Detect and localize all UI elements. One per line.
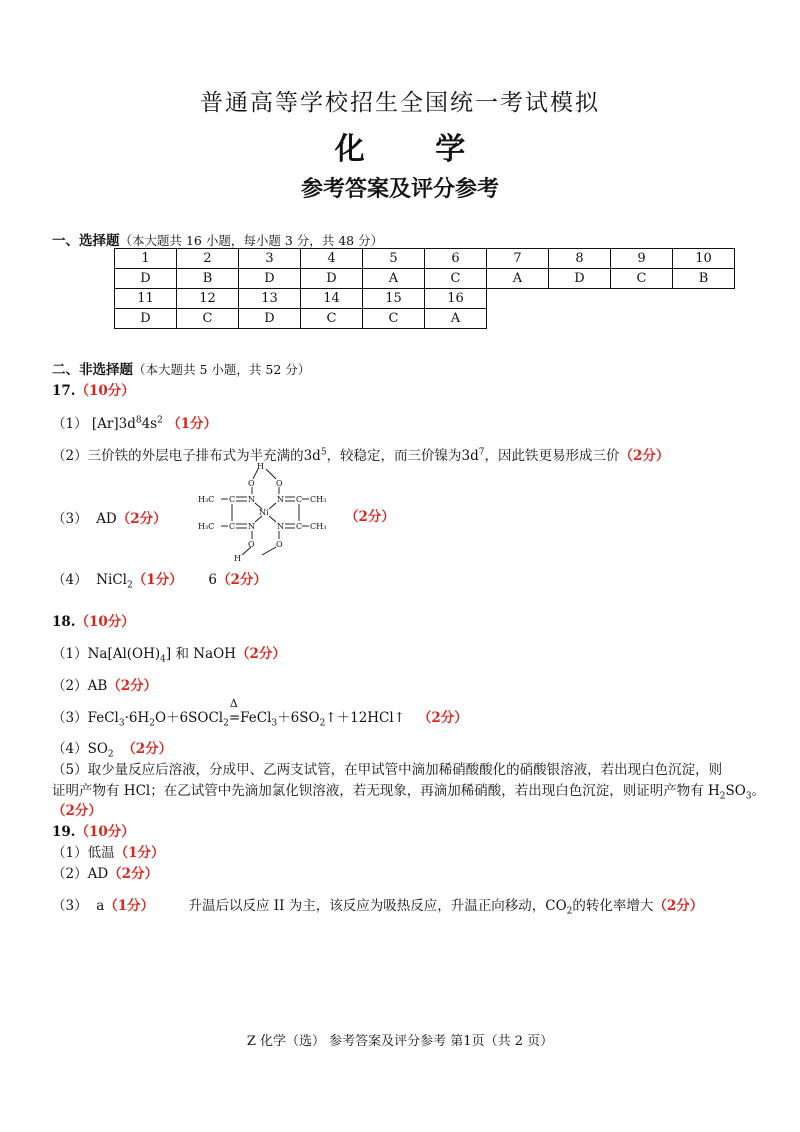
section1-heading: 一、选择题 [52, 233, 120, 249]
superscript: 7 [478, 447, 485, 458]
empty-cell [673, 309, 735, 329]
nitrogen-atom: N [248, 522, 255, 531]
question-number-cell: 11 [115, 289, 177, 309]
score: （2分） [417, 710, 468, 726]
methyl-group: CH₃ [310, 522, 327, 531]
section2-note: （本大题共 5 小题，共 52 分） [133, 362, 311, 377]
question-number-cell: 12 [177, 289, 239, 309]
q18-part3-equation [52, 697, 468, 729]
methyl-group: H₃C [198, 522, 215, 531]
score: （1分） [167, 416, 218, 432]
answer-cell: D [549, 269, 611, 289]
q19-points: （10分） [75, 824, 135, 840]
q17-points: （10分） [75, 383, 135, 399]
answer-text: SO [87, 741, 108, 757]
carbon-atom: C [296, 522, 303, 531]
q17-part3 [52, 507, 167, 527]
answer-cell: C [425, 269, 487, 289]
answer-cell: D [115, 269, 177, 289]
equation-text: ·6H [124, 710, 150, 726]
document-title: 普通高等学校招生全国统一考试模拟 [200, 90, 600, 116]
answer-text: a [96, 898, 105, 914]
part-number: （4） [52, 741, 88, 757]
hydrogen-atom: H [257, 463, 264, 471]
answer-cell: A [487, 269, 549, 289]
section1-heading-line [52, 229, 383, 249]
nickel-complex-structure [196, 463, 346, 563]
answer-text: AD [96, 511, 117, 527]
question-number-cell: 3 [239, 249, 301, 269]
question-number-cell: 1 [115, 249, 177, 269]
empty-cell [487, 309, 549, 329]
subscript: 2 [107, 749, 114, 760]
answer-text: AB [87, 678, 108, 694]
answer-cell: B [177, 269, 239, 289]
empty-cell [487, 289, 549, 309]
q18-part5-score: （2分） [52, 803, 102, 819]
answer-text: NiCl [96, 572, 127, 588]
answer-cell: A [425, 309, 487, 329]
hydrogen-atom: H [234, 554, 241, 563]
subscript: 2 [319, 718, 326, 729]
oxygen-atom: O [276, 540, 283, 549]
answer-cell: C [363, 309, 425, 329]
config-text: [Ar]3d [91, 416, 136, 432]
q19-part2 [52, 862, 158, 882]
score: （2分） [107, 678, 158, 694]
nitrogen-atom: N [277, 522, 284, 531]
subscript: 4 [160, 654, 166, 665]
answer-text: 三价铁的外层电子排布式为半充满的3d [87, 448, 321, 464]
question-number-cell: 6 [425, 249, 487, 269]
answer-row-numbers-2 [115, 289, 735, 309]
score: （2分） [653, 898, 704, 914]
question-number-cell: 14 [301, 289, 363, 309]
score: （2分） [235, 646, 286, 662]
q18-label: 18. [52, 614, 76, 630]
answer-cell: A [363, 269, 425, 289]
oxygen-atom: O [248, 479, 255, 488]
subscript: 2 [223, 718, 229, 729]
q18-heading [52, 610, 135, 630]
q18-points: （10分） [75, 614, 135, 630]
score: （1分） [132, 572, 183, 588]
methyl-group: H₃C [198, 495, 215, 504]
nitrogen-atom: N [248, 495, 255, 504]
answer-text: 证明产物有 HCl；在乙试管中先滴加氯化钡溶液，若无现象，再滴加稀硝酸，若出现白色沉淀，则证明产物有 H [52, 783, 720, 799]
structure-score: （2分） [345, 509, 395, 525]
section2-heading-line [52, 358, 310, 378]
empty-cell [673, 289, 735, 309]
empty-cell [549, 289, 611, 309]
answer-cell: C [177, 309, 239, 329]
question-number-cell: 2 [177, 249, 239, 269]
equation-text: O＋6SOCl [154, 710, 224, 726]
empty-cell [611, 289, 673, 309]
subscript: 2 [149, 718, 155, 729]
config-sup: 8 [135, 415, 142, 426]
q18-part2 [52, 674, 157, 694]
subscript: 3 [271, 718, 278, 729]
q18-part5-line2 [52, 779, 765, 802]
answer-cell: B [673, 269, 735, 289]
answer-text: Na[Al(OH) [87, 646, 161, 662]
score: （2分） [216, 572, 267, 588]
electron-config [92, 416, 163, 432]
equation-text: ＋6SO [277, 710, 320, 726]
score: （2分） [116, 511, 167, 527]
q17-label: 17. [52, 383, 76, 399]
empty-cell [549, 309, 611, 329]
equation-text: FeCl [87, 710, 119, 726]
score: （2分） [108, 866, 159, 882]
part-number: （4） [52, 572, 88, 588]
part-number: （3） [52, 898, 88, 914]
answer-text: 升温后以反应 II 为主，该反应为吸热反应，升温正向移动，CO [188, 898, 567, 914]
answer-text: 。 [751, 783, 766, 799]
question-number-cell: 7 [487, 249, 549, 269]
section1-note: （本大题共 16 小题，每小题 3 分，共 48 分） [119, 233, 384, 248]
answer-text: （1）低温 [52, 845, 115, 861]
config-text: 4s [141, 416, 158, 432]
carbon-atom: C [229, 495, 236, 504]
empty-cell [611, 309, 673, 329]
q17-heading [52, 379, 135, 399]
q18-part4 [52, 737, 172, 760]
answer-text: SO [725, 783, 746, 799]
q19-part1 [52, 841, 165, 861]
answer-cell: D [301, 269, 363, 289]
score: （1分） [114, 845, 165, 861]
q19-heading [52, 820, 135, 840]
delta-symbol: Δ [229, 697, 238, 710]
score: （1分） [104, 898, 155, 914]
subscript: 2 [566, 906, 573, 917]
subscript: 3 [118, 718, 125, 729]
answer-row-answers-1 [115, 269, 735, 289]
q17-part1 [52, 412, 217, 432]
q18-part1 [52, 642, 286, 665]
answer-text: ，因此铁更易形成三价 [484, 448, 620, 464]
score: （2分） [619, 448, 670, 464]
question-number-cell: 5 [363, 249, 425, 269]
question-number-cell: 15 [363, 289, 425, 309]
carbon-atom: C [229, 522, 236, 531]
answer-cell: C [611, 269, 673, 289]
oxygen-atom: O [276, 479, 283, 488]
page-footer: Z 化学（选） 参考答案及评分参考 第1页（共 2 页） [246, 1034, 554, 1049]
answer-row-numbers-1 [115, 249, 735, 269]
oxygen-atom: O [248, 540, 255, 549]
answer-text: ] 和 NaOH [165, 646, 236, 662]
answer-row-answers-2 [115, 309, 735, 329]
answer-cell: D [239, 309, 301, 329]
section2-heading: 二、非选择题 [52, 362, 133, 378]
part-number: （3） [52, 511, 88, 527]
score: （2分） [122, 741, 173, 757]
carbon-atom: C [296, 495, 303, 504]
q19-label: 19. [52, 824, 76, 840]
subscript: 3 [745, 791, 752, 802]
document-subtitle: 参考答案及评分参考 [300, 176, 499, 202]
answer-cell: D [115, 309, 177, 329]
question-number-cell: 10 [673, 249, 735, 269]
part-number: （3） [52, 710, 88, 726]
part-number: （1） [52, 416, 88, 432]
part-number: （1） [52, 646, 88, 662]
q19-part3 [52, 894, 703, 917]
answer-table [114, 248, 735, 329]
config-sup: 2 [157, 415, 163, 426]
equation-text: =FeCl [228, 710, 272, 726]
question-number-cell: 13 [239, 289, 301, 309]
q17-part4 [52, 568, 267, 591]
answer-cell: C [301, 309, 363, 329]
question-number-cell: 9 [611, 249, 673, 269]
answer-text: （2）AD [52, 866, 109, 882]
question-number-cell: 16 [425, 289, 487, 309]
part-number: （2） [52, 678, 88, 694]
answer-text: ，较稳定，而三价镍为3d [326, 448, 479, 464]
question-number-cell: 8 [549, 249, 611, 269]
part-number: （2） [52, 448, 88, 464]
answer-cell: D [239, 269, 301, 289]
q17-part2 [52, 444, 669, 464]
answer-text: 6 [208, 572, 217, 588]
equation-text: ↑＋12HCl↑ [325, 710, 406, 726]
superscript: 5 [320, 447, 327, 458]
subscript: 2 [126, 580, 133, 591]
subscript: 2 [719, 791, 726, 802]
subject-title: 化 学 [334, 132, 466, 167]
methyl-group: CH₃ [310, 495, 327, 504]
nitrogen-atom: N [277, 495, 284, 504]
answer-text: 的转化率增大 [572, 898, 654, 914]
question-number-cell: 4 [301, 249, 363, 269]
nickel-atom: Ni [259, 508, 269, 517]
q18-part5-line1: （5）取少量反应后溶液，分成甲、乙两支试管，在甲试管中滴加稀硝酸酸化的硝酸银溶液，若出现白色沉淀，则 [52, 762, 723, 778]
